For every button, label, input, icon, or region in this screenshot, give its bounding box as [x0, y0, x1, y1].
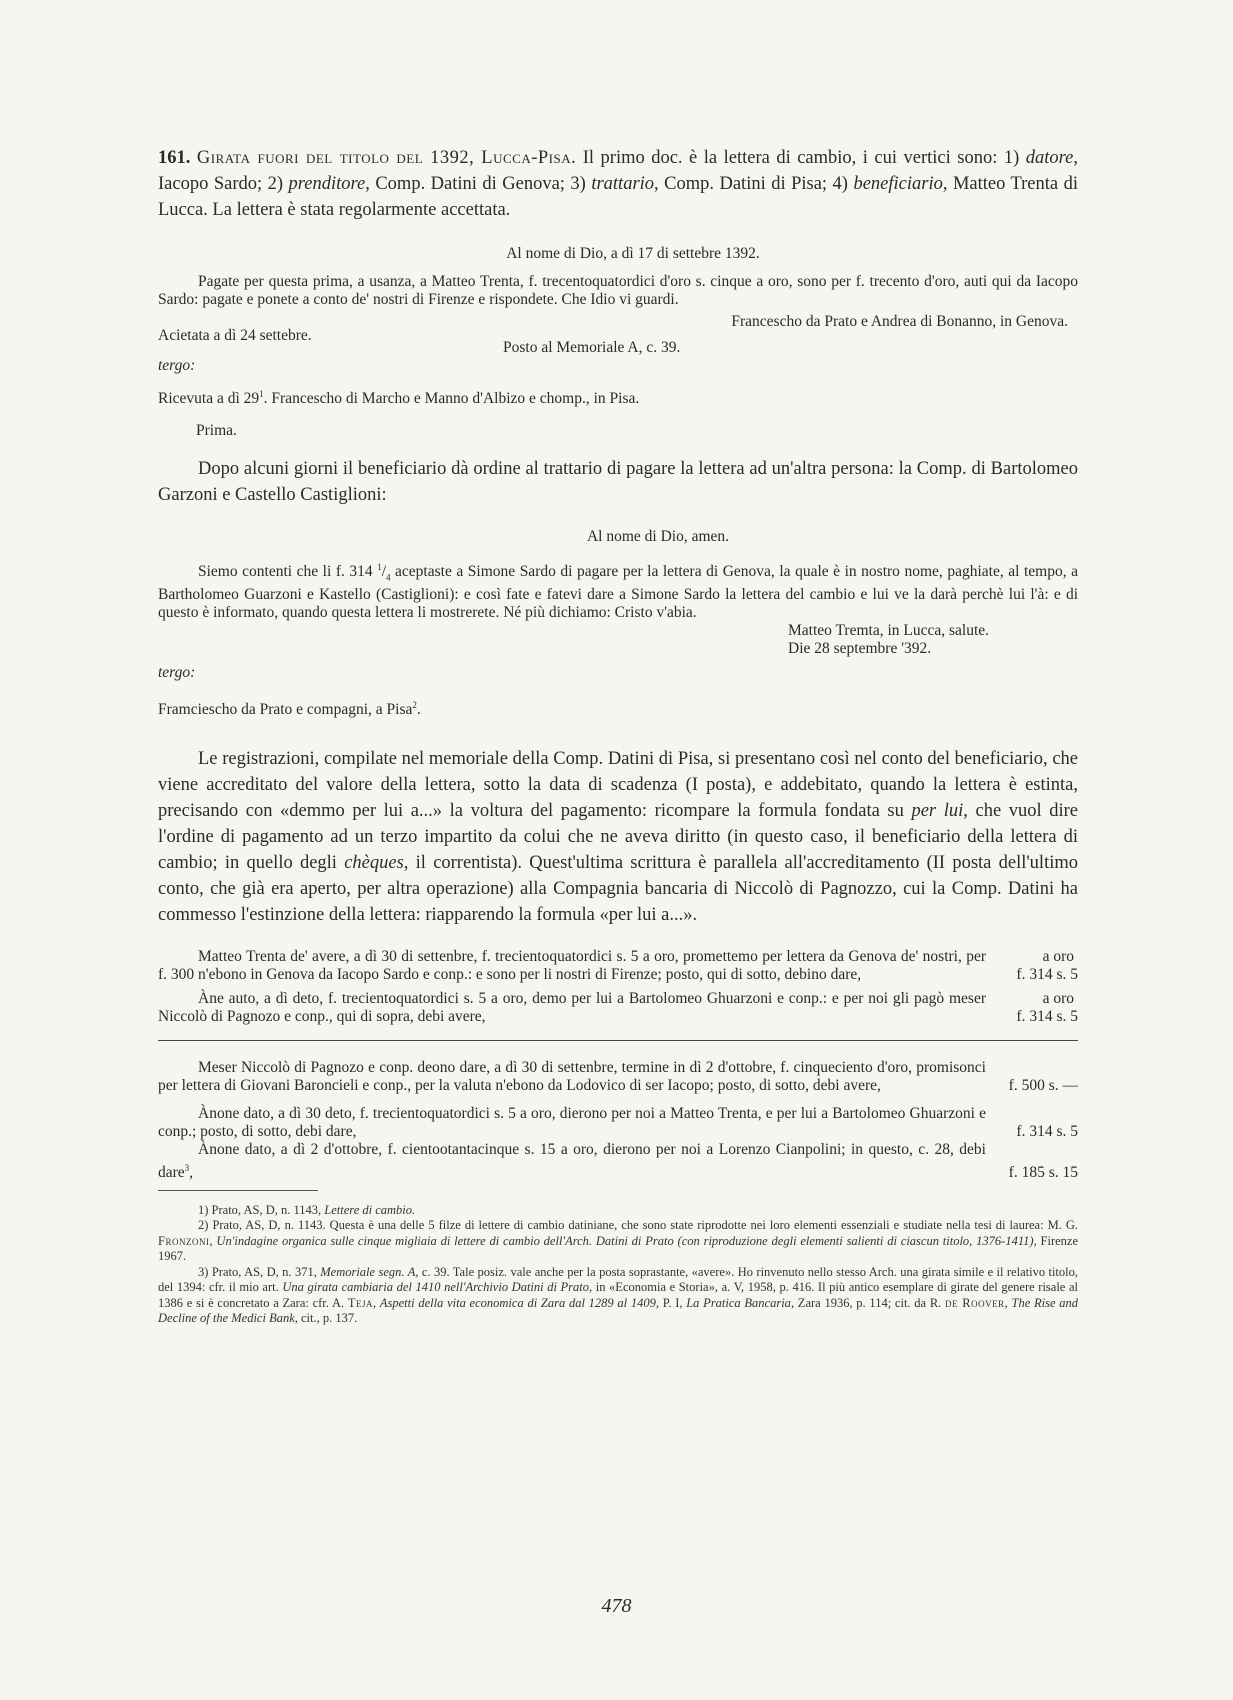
letter1-tergo: tergo: [158, 357, 196, 374]
ledger-divider [158, 1040, 1078, 1041]
paragraph-endorsement: Dopo alcuni giorni il beneficiario dà ordine al trattario di pagare la lettera ad un'altra persona: la Comp. di Bartolomeo Garzoni e Castello Castiglioni: [158, 459, 1078, 506]
footnote-2: 2) Prato, AS, D, n. 1143. Questa è una delle 5 filze di lettere di cambio datiniane, che sono state riprodotte nei loro elementi essenziali e studiate nella tesi di laurea: M. G. Fronzoni, Un'indagine organica sulle cinque migliaia di lettere di cambio dell'Arch. Datini di Prato (con riproduzione degli elementi salienti di ciascun titolo, 1376-1411), Firenze 1967. [158, 1218, 1079, 1264]
ledger-entry: Matteo Trenta de' avere, a dì 30 di settenbre, f. trecientoquatordici s. 5 a oro, promettemo per lettera da Genova de' nostri, per f. 300 n'ebono in Genova da Iacopo Sardo e conp.: e sono per li nostri di Firenze; posto, qui di sotto, debino dare, a oro f. 314 s. 5 [158, 947, 1078, 983]
letter2-body: Siemo contenti che li f. 314 $^1/_4$ aceptaste a Simone Sardo di pagare per la lettera di Genova, la quale è in nostro nome, paghiate, al tempo, a Bartholomeo Guarzoni e Kastello (Castiglioni): e così fate e fatevi dare a Simone Sardo la lettera del cambio e lui ve la darà perchè lui l'à: e di questo è informato, quando questa lettera li mostrerete. Né più dichiamo: Cristo v'abia. [158, 562, 1078, 622]
paragraph-registrations: Le registrazioni, compilate nel memoriale della Comp. Datini di Pisa, si presentano così nel conto del beneficiario, che viene accreditato del valore della lettera, sotto la data di scadenza (I posta), e addebitato, quando la lettera è estinta, precisando con «demmo per lui a...» la voltura del pagamento: ricompare la formula fondata su per lui, che vuol dire l'ordine di pagamento ad un terzo impartito da colui che ne aveva diritto (in questo caso, il beneficiario della lettera di cambio; in quello degli chèques, il correntista). Quest'ultima scrittura è parallela all'accreditamento (II posta dell'ultimo conto, che già era aperto, per altra operazione) alla Compagnia bancaria di Niccolò di Pagnozzo, cui la Comp. Datini ha commesso l'estinzione della lettera: riapparendo la formula «per lui a...». [158, 748, 1078, 925]
footnote-3: 3) Prato, AS, D, n. 371, Memoriale segn. A, c. 39. Tale posiz. vale anche per la posta soprastante, «avere». Ho rinvenuto nello stesso Arch. una girata simile e il relativo titolo, del 1394: cfr. il mio art. Una girata cambiaria del 1410 nell'Archivio Datini di Prato, in «Economia e Storia», a. V, 1958, p. 416. Il più antico esemplare di girate del genere risale al 1386 e si è concretato a Zara: cfr. A. Teja, Aspetti della vita economica di Zara dal 1289 al 1409, P. I, La Pratica Bancaria, Zara 1936, p. 114; cit. da R. de Roover, The Rise and Decline of the Medici Bank, cit., p. 137. [158, 1264, 1079, 1326]
page [158, 145, 1078, 1327]
page-number: 478 [601, 1595, 632, 1617]
ledger-entry: Ànone dato, a dì 2 d'ottobre, f. cientootantacinque s. 15 a oro, dierono per noi a Lorenzo Cianpolini; in questo, c. 28, debi dare$^3$, f. 185 s. 15 [158, 1140, 1078, 1181]
endorsement-letter [158, 528, 1078, 719]
ledger-account-pagnozzo [158, 1059, 1078, 1182]
footnote-1: 1) Prato, AS, D, n. 1143, Lettere di cambio. [198, 1202, 416, 1217]
section-heading: Girata fuori del titolo del 1392, Lucca-Pisa. [196, 148, 577, 168]
letter2-signature: Matteo Tremta, in Lucca, salute. [788, 622, 990, 640]
footnote-divider [158, 1190, 318, 1191]
letter1-received: Ricevuta a dì $29^1$. Francescho di Marcho e Manno d'Albizo e chomp., in Pisa. [158, 389, 640, 408]
letter1-body: Pagate per questa prima, a usanza, a Matteo Trenta, f. trecentoquatordici d'oro s. cinque a oro, sono per f. trecento d'oro, auti qui da Iacopo Sardo: pagate e ponete a conto de' nostri di Firenze e rispondete. Che Idio vi guardi. [158, 273, 1078, 308]
letter2-address: Framciescho da Prato e compagni, a Pisa$^2$. [158, 700, 421, 719]
ledger-entry: Àne auto, a dì deto, f. trecientoquatordici s. 5 a oro, demo per lui a Bartolomeo Ghuarzoni e conp.: e per noi gli pagò meser Niccolò di Pagnozo e conp., qui di sopra, debi avere, a oro f. 314 s. 5 [158, 989, 1078, 1025]
letter1-posting: Posto al Memoriale A, c. 39. [503, 339, 681, 356]
ledger-entry: Meser Niccolò di Pagnozo e conp. deono dare, a dì 30 di settenbre, termine in dì 2 d'ottobre, f. cinqueciento d'oro, promisonci per lettera di Giovani Baroncieli e conp., per la valuta n'ebono da Lodovico di ser Iacopo; posto, di sotto, debi avere, f. 500 s. — [158, 1058, 1078, 1094]
ledger-account-trenta [158, 948, 1078, 1026]
letter2-tergo: tergo: [158, 664, 196, 682]
letter1-invocation: Al nome di Dio, a dì 17 di settebre 1392. [506, 245, 760, 262]
section-number: 161. [158, 148, 191, 168]
ledger-entry: Ànone dato, a dì 30 deto, f. trecientoquatordici s. 5 a oro, dierono per noi a Matteo Trenta, e per lui a Bartolomeo Ghuarzoni e conp.; posto, di sotto, debi dare, f. 314 s. 5 [158, 1104, 1078, 1140]
section-intro: 161. Girata fuori del titolo del 1392, Lucca-Pisa. Il primo doc. è la lettera di cambio, i cui vertici sono: 1) datore, Iacopo Sardo; 2) prenditore, Comp. Datini di Genova; 3) trattario, Comp. Datini di Pisa; 4) beneficiario, Matteo Trenta di Lucca. La lettera è stata regolarmente accettata. [158, 148, 1078, 220]
letter2-invocation: Al nome di Dio, amen. [586, 528, 730, 546]
letter1-acceptance: Acietata a dì 24 settebre. [158, 327, 312, 344]
letter-of-exchange [158, 245, 1078, 440]
letter1-signature: Francescho da Prato e Andrea di Bonanno, in Genova. [731, 313, 1068, 330]
letter1-prima: Prima. [196, 422, 237, 440]
footnotes [158, 1203, 1078, 1327]
letter2-date: Die 28 septembre '392. [788, 640, 932, 658]
